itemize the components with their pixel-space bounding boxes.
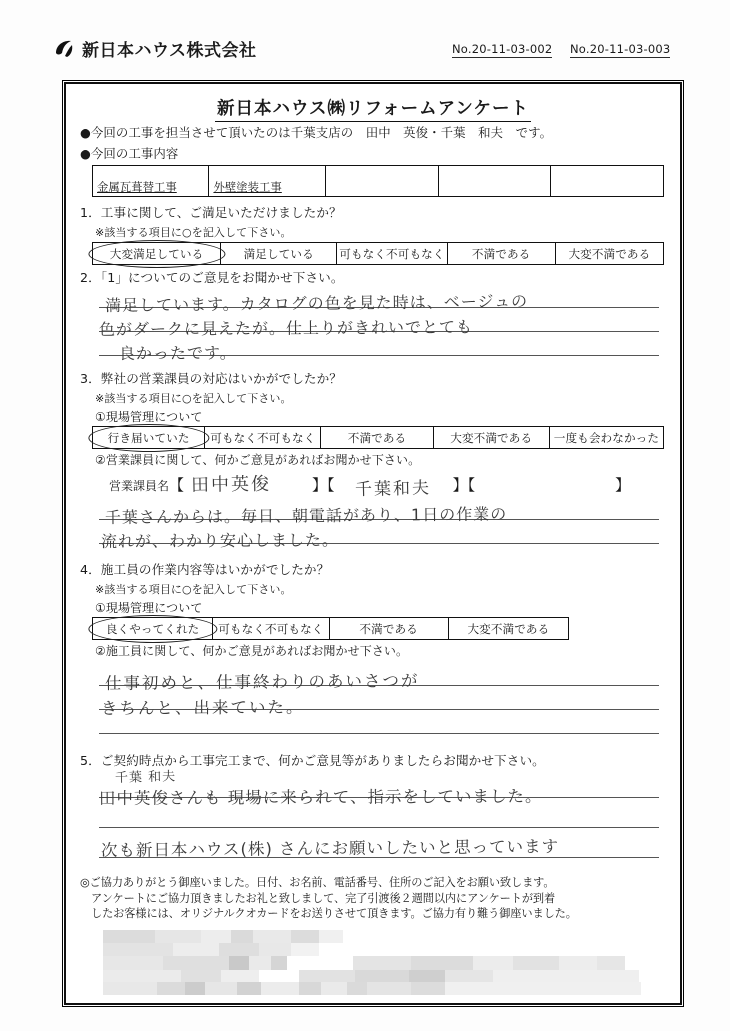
option-never-met[interactable]: 一度も会わなかった bbox=[553, 430, 660, 445]
work-item-cell: 金属瓦葺替工事 bbox=[93, 166, 209, 196]
document-header bbox=[0, 36, 730, 72]
question-3-options[interactable] bbox=[92, 426, 664, 449]
company-name: 新日本ハウス株式会社 bbox=[82, 41, 257, 61]
option-did-well[interactable]: 良くやってくれた bbox=[93, 618, 213, 639]
option-dissatisfied[interactable]: 不満である bbox=[448, 243, 556, 264]
question-4-sub2: ②施工員に関して、何かご意見があればお聞かせ下さい。 bbox=[95, 644, 409, 658]
question-3-text: 3．弊社の営業課員の対応はいかがでしたか？ bbox=[80, 371, 342, 386]
form-title: 新日本ハウス㈱リフォームアンケート bbox=[67, 95, 679, 120]
option-very-satisfied[interactable]: 大変満足している bbox=[93, 243, 221, 264]
sales-staff-name-row: 営業課員名【 】【 】【 】 bbox=[109, 476, 631, 494]
footer-line-2: アンケートにご協力頂きましたお礼と致しまして、完了引渡後２週間以内にアンケートが到着 bbox=[91, 891, 556, 905]
option-neutral[interactable]: 可もなく不可もなく bbox=[337, 243, 447, 264]
work-item-cell bbox=[439, 166, 552, 196]
redacted-personal-info bbox=[85, 928, 659, 996]
option-neutral[interactable]: 可もなく不可もなく bbox=[213, 618, 329, 639]
question-4-subheading: ①現場管理について bbox=[95, 601, 203, 615]
sales-staff-name-label: 営業課員名 bbox=[109, 479, 170, 493]
option-attentive[interactable]: 行き届いていた bbox=[93, 427, 205, 448]
company-logo-mark-icon bbox=[52, 37, 76, 61]
option-neutral[interactable]: 可もなく不可もなく bbox=[205, 427, 321, 448]
question-4-text: 4．施工員の作業内容等はいかがでしたか？ bbox=[80, 562, 330, 577]
question-4-instruction: ※該当する項目に○を記入して下さい。 bbox=[95, 583, 292, 596]
question-5-answer-line-1: 田中英俊さんも 現場に来られて、指示をしていました。 bbox=[98, 786, 543, 808]
sales-staff-name-1: 田中英俊 bbox=[190, 473, 272, 496]
answer-rule bbox=[99, 827, 659, 828]
question-4-answer-line-2: きちんと、出来ていた。 bbox=[100, 697, 305, 718]
question-1-instruction: ※該当する項目に○を記入して下さい。 bbox=[95, 226, 292, 239]
survey-form-frame bbox=[62, 80, 684, 1007]
option-very-dissatisfied[interactable]: 大変不満である bbox=[568, 246, 651, 261]
option-dissatisfied[interactable]: 不満である bbox=[321, 427, 433, 448]
reference-number-1: No.20-11-03-002 bbox=[452, 42, 553, 56]
question-1-options[interactable] bbox=[92, 242, 664, 265]
question-3-answer-line-2: 流れが、わかり安心しました。 bbox=[100, 530, 340, 551]
question-2-text: 2．「1」についてのご意見をお聞かせ下さい。 bbox=[80, 270, 344, 285]
option-satisfied[interactable]: 満足している bbox=[221, 243, 337, 264]
footer-line-1: ◎ご協力ありがとう御座いました。日付、お名前、電話番号、住所のご記入をお願い致します。 bbox=[80, 876, 555, 889]
question-2-answer-line-3: 良かったです。 bbox=[118, 343, 237, 363]
footer-line-3: したお客様には、オリジナルクオカードをお送りさせて頂きます。ご協力有り難う御座いました。 bbox=[91, 907, 577, 920]
question-5-answer-small: 千葉 和夫 bbox=[114, 769, 177, 786]
work-item-cell bbox=[551, 166, 663, 196]
work-content-table bbox=[92, 165, 664, 197]
question-1-text: 1．工事に関して、ご満足いただけましたか？ bbox=[80, 205, 342, 220]
reference-number-2: No.20-11-03-003 bbox=[570, 42, 671, 56]
question-4-options[interactable] bbox=[92, 617, 569, 640]
question-2-answer-line-1: 満足しています。カタログの色を見た時は、ベージュの bbox=[104, 291, 529, 315]
work-item-cell bbox=[326, 166, 439, 196]
question-4-answer-line-1: 仕事初めと、仕事終わりのあいさつが bbox=[104, 671, 420, 693]
footer-note bbox=[80, 875, 674, 922]
question-3-sub2: ②営業課員に関して、何かご意見があればお聞かせ下さい。 bbox=[95, 453, 421, 467]
question-3-answer-line-1: 千葉さんからは。毎日、朝電話があり、1日の作業の bbox=[104, 504, 508, 527]
question-2-answer-line-2: 色がダークに見えたが。仕上りがきれいでとても bbox=[98, 317, 474, 339]
option-very-dissatisfied[interactable]: 大変不満である bbox=[434, 427, 550, 448]
sales-staff-name-2: 千葉和夫 bbox=[354, 478, 432, 500]
answer-rule bbox=[99, 733, 659, 734]
question-3-subheading: ①現場管理について bbox=[95, 410, 203, 424]
question-5-answer-line-2: 次も新日本ハウス(株) さんにお願いしたいと思っています bbox=[100, 837, 560, 860]
work-content-heading: ●今回の工事内容 bbox=[80, 146, 179, 161]
question-5-text: 5．ご契約時点から工事完工まで、何かご意見等がありましたらお聞かせ下さい。 bbox=[80, 753, 545, 768]
company-logo bbox=[52, 36, 257, 61]
intro-line: ●今回の工事を担当させて頂いたのは千葉支店の 田中 英俊・千葉 和夫 です。 bbox=[80, 125, 553, 140]
option-dissatisfied[interactable]: 不満である bbox=[330, 618, 449, 639]
work-item-cell: 外壁塗装工事 bbox=[209, 166, 325, 196]
option-very-dissatisfied[interactable]: 大変不満である bbox=[467, 621, 550, 636]
question-3-instruction: ※該当する項目に○を記入して下さい。 bbox=[95, 392, 292, 405]
